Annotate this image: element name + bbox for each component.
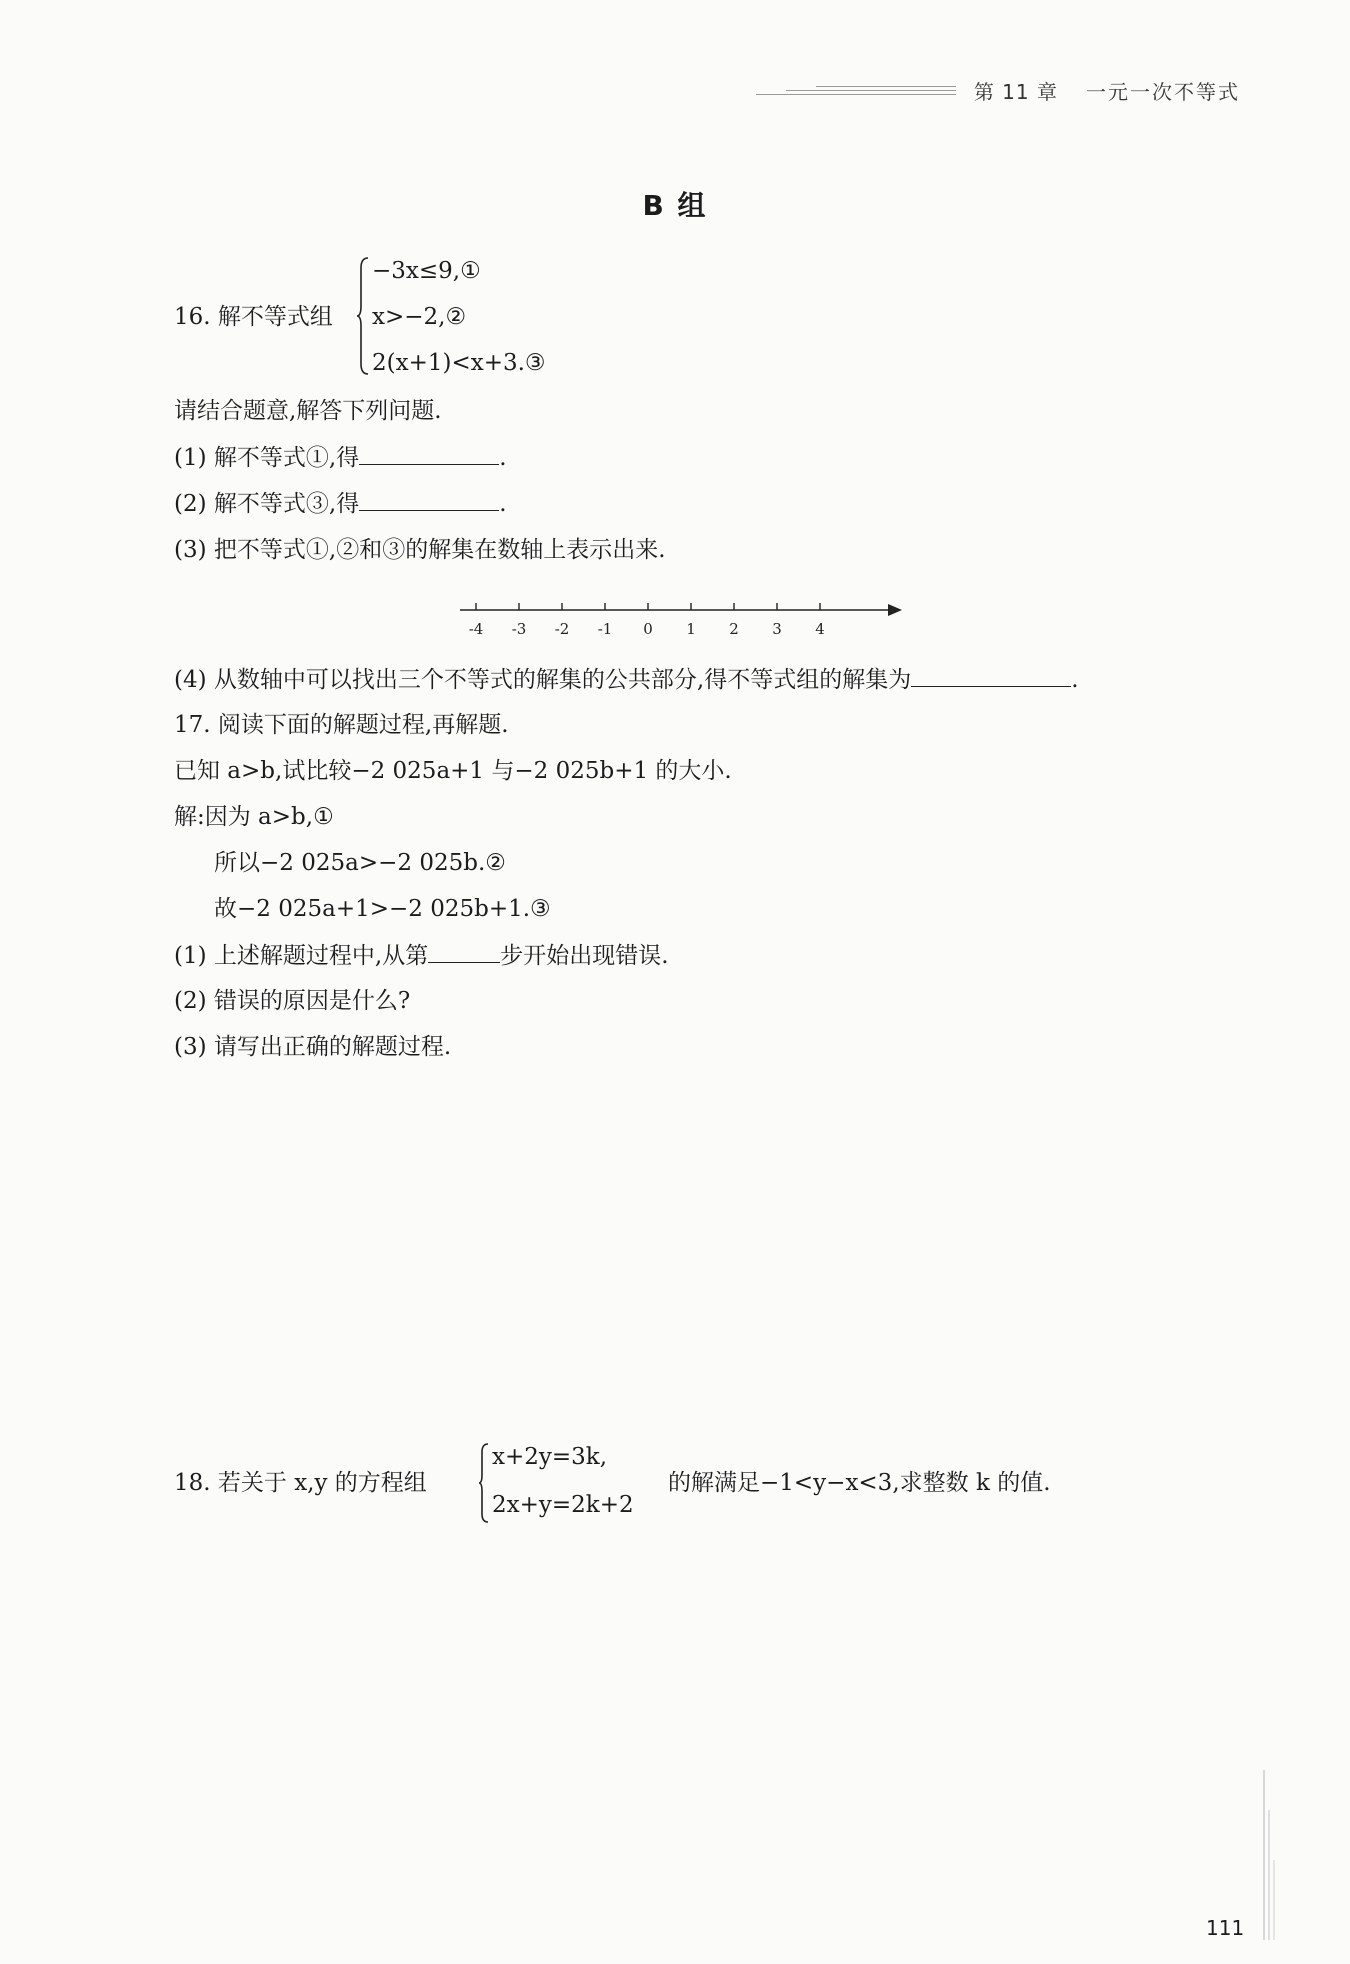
number-line-tick-label: -1 [597, 620, 613, 638]
section-title: B 组 [642, 189, 708, 222]
q16-part2: (2) 解不等式③,得 . [174, 488, 507, 519]
left-brace-icon [478, 1442, 490, 1524]
q17-given: 已知 a>b,试比较−2 025a+1 与−2 025b+1 的大小. [174, 758, 732, 784]
number-line-tick-label: 4 [815, 620, 825, 638]
page-number: 111 [1206, 1916, 1245, 1940]
q16-part1: (1) 解不等式①,得 . [174, 442, 507, 473]
answer-blank[interactable] [359, 442, 499, 465]
q17-part3: (3) 请写出正确的解题过程. [174, 1034, 452, 1060]
q17-part2: (2) 错误的原因是什么? [174, 988, 411, 1014]
number-line-tick-label: -2 [554, 620, 570, 638]
q18-equation-1: x+2y=3k, [492, 1444, 608, 1470]
number-line-tick-label: 2 [729, 620, 739, 638]
chapter-title: 一元一次不等式 [1086, 80, 1240, 104]
q16-inequality-3: 2(x+1)<x+3.③ [372, 350, 546, 376]
number-line-arrow-icon [888, 604, 902, 616]
q17-part1-text-b: 步开始出现错误. [500, 943, 669, 969]
q16-inequality-2: x>−2,② [372, 304, 467, 330]
number-line [450, 594, 910, 644]
q16-part3: (3) 把不等式①,②和③的解集在数轴上表示出来. [174, 537, 666, 563]
number-line-tick-label: -4 [468, 620, 484, 638]
number-line-tick-label: 1 [686, 620, 696, 638]
q18-prefix: 18. 若关于 x,y 的方程组 [174, 1470, 427, 1496]
chapter-number: 第 11 章 [973, 80, 1058, 104]
q16-part2-text: (2) 解不等式③,得 [174, 491, 360, 517]
q17-part1-text-a: (1) 上述解题过程中,从第 [174, 943, 429, 969]
answer-blank[interactable] [428, 940, 500, 963]
number-line-tick-label: -3 [511, 620, 527, 638]
q17-solution-line-3: 故−2 025a+1>−2 025b+1.③ [214, 896, 551, 922]
header-decorative-rules [756, 84, 956, 98]
q17-solution-line-1: 解:因为 a>b,① [174, 804, 334, 830]
q16-inequality-system [356, 254, 616, 384]
q18-suffix: 的解满足−1<y−x<3,求整数 k 的值. [668, 1470, 1051, 1496]
q16-inequality-1: −3x≤9,① [372, 258, 481, 284]
q16-part4-text: (4) 从数轴中可以找出三个不等式的解集的公共部分,得不等式组的解集为 [174, 667, 912, 693]
q18-equation-system [478, 1438, 678, 1528]
q17-solution-line-2: 所以−2 025a>−2 025b.② [214, 850, 506, 876]
q17-title: 17. 阅读下面的解题过程,再解题. [174, 712, 509, 738]
left-brace-icon [356, 256, 370, 376]
page-header [756, 76, 1240, 105]
number-line-tick-label: 0 [643, 620, 653, 638]
number-line-tick-label: 3 [772, 620, 782, 638]
q18-equation-2: 2x+y=2k+2 [492, 1492, 634, 1518]
answer-blank[interactable] [911, 664, 1071, 687]
answer-blank[interactable] [359, 488, 499, 511]
q16-prefix: 16. 解不等式组 [174, 304, 333, 330]
q16-part4: (4) 从数轴中可以找出三个不等式的解集的公共部分,得不等式组的解集为 . [174, 664, 1079, 695]
q16-part1-text: (1) 解不等式①,得 [174, 445, 360, 471]
q16-intro: 请结合题意,解答下列问题. [174, 398, 442, 424]
q17-part1 [174, 940, 669, 971]
page-edge-marks [1260, 1770, 1280, 1940]
